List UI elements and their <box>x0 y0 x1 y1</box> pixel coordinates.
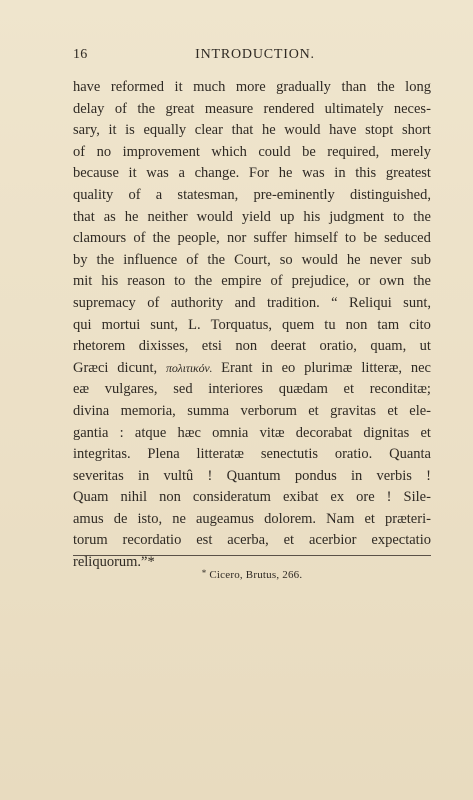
text-line: have reformed it much more gradually than the long <box>73 79 431 95</box>
footnote <box>73 568 431 581</box>
footnote-marker: * <box>201 568 207 578</box>
running-title: INTRODUCTION. <box>195 47 315 62</box>
text-line: rhetorem dixisses, etsi non deerat oratio, quam, ut <box>73 338 431 355</box>
text-line: qui mortui sunt, L. Torquatus, quem tu non tam cito <box>73 316 431 333</box>
text-line: divina memoria, summa verborum et gravitas et ele- <box>73 402 431 419</box>
running-head <box>73 47 431 65</box>
text-line: of no improvement which could be required, merely <box>73 143 431 160</box>
footnote-rule <box>73 555 431 556</box>
text-line: torum recordatio est acerba, et acerbior expectatio <box>73 532 431 549</box>
text-line: amus de isto, ne augeamus dolorem. Nam et præteri- <box>73 510 431 527</box>
text-line: quality of a statesman, pre-eminently distinguished, <box>73 186 431 203</box>
text-line: because it was a change. For he was in this greatest <box>73 165 431 182</box>
text-line: reliquorum.”* <box>73 554 155 571</box>
body-text <box>73 77 431 574</box>
text-line: integritas. Plena litteratæ senectutis oratio. Quanta <box>73 446 431 463</box>
text-line: sary, it is equally clear that he would have stopt short <box>73 122 431 139</box>
text-line: clamours of the people, nor suffer himself to be seduced <box>73 230 431 247</box>
text-line: eæ vulgares, sed interiores quædam et reconditæ; <box>73 381 431 398</box>
text-line: Græci dicunt, πολιτικόν. Erant in eo plurimæ litteræ, nec <box>73 359 431 376</box>
text-line: Quam nihil non consideratum exibat ex ore ! Sile- <box>73 489 431 506</box>
text-line: supremacy of authority and tradition. “ Reliqui sunt, <box>73 294 431 311</box>
footnote-text: Cicero, Brutus, 266. <box>209 569 303 581</box>
text-line: severitas in vultû ! Quantum pondus in verbis ! <box>73 467 431 484</box>
text-line: that as he neither would yield up his judgment to the <box>73 208 431 225</box>
text-line: by the influence of the Court, so would he never sub <box>73 251 431 268</box>
text-line: mit his reason to the empire of prejudice, or own the <box>73 273 431 290</box>
text-line: delay of the great measure rendered ultimately neces- <box>73 100 431 117</box>
text-line: gantia : atque hæc omnia vitæ decorabat dignitas et <box>73 424 431 441</box>
page-number: 16 <box>73 47 88 62</box>
